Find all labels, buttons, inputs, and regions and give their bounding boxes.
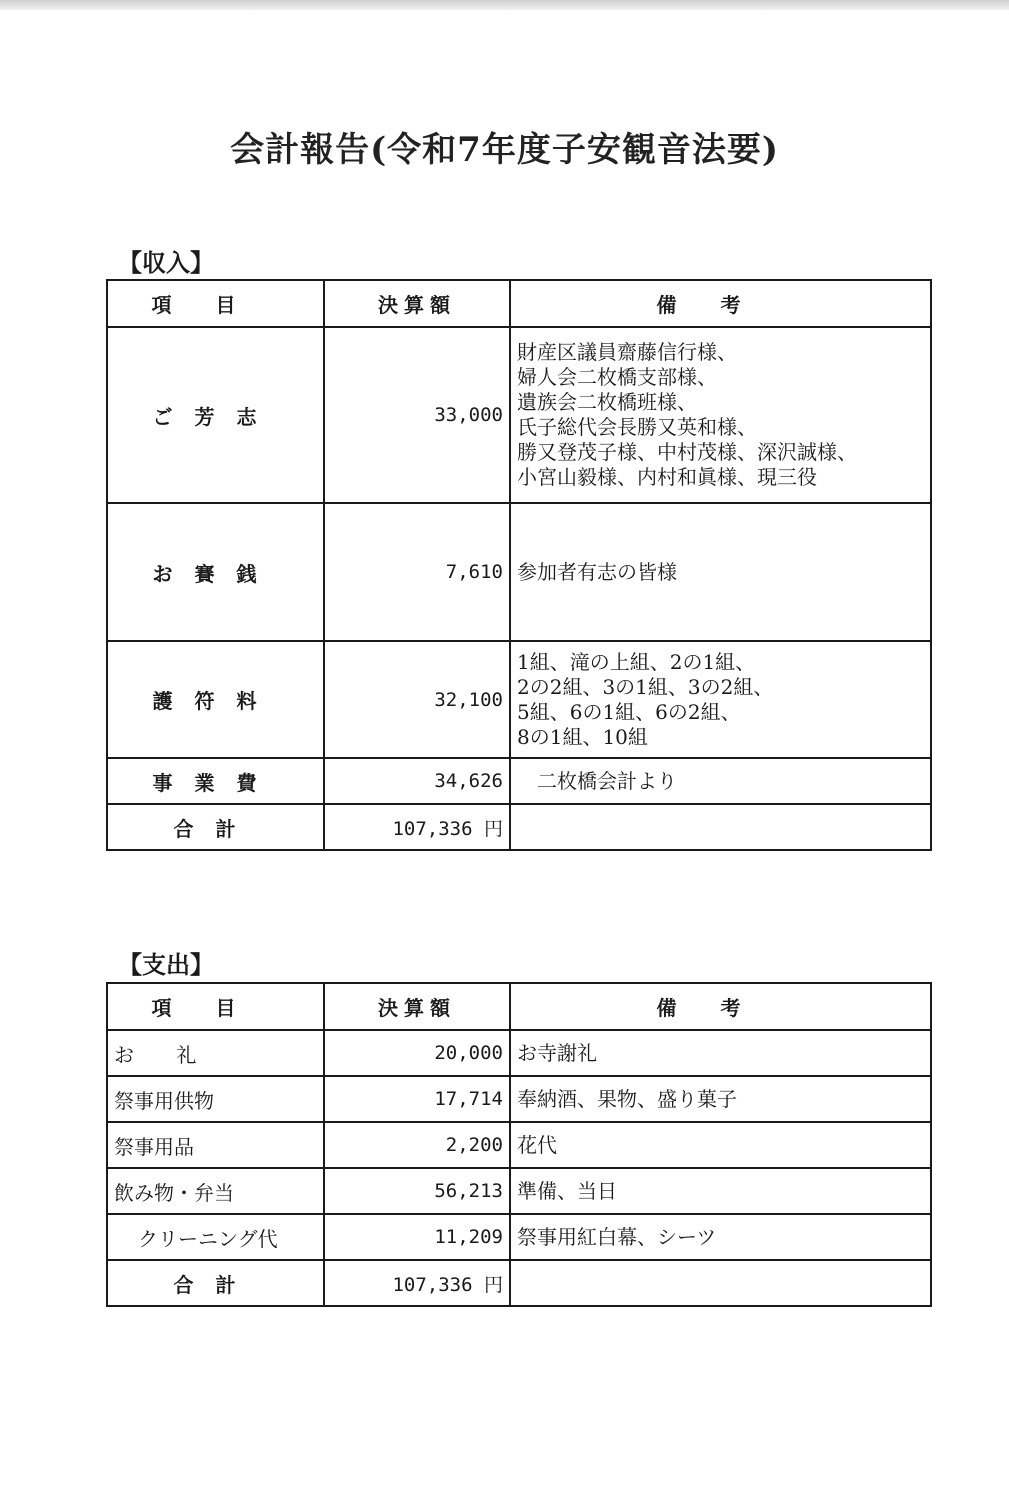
income-amount: 32,100 bbox=[324, 641, 510, 758]
expense-total-amount: 107,336 円 bbox=[324, 1260, 510, 1306]
income-total-label: 合計 bbox=[107, 804, 324, 850]
expense-amount: 2,200 bbox=[324, 1122, 510, 1168]
remark-line: 氏子総代会長勝又英和様、 bbox=[517, 415, 757, 439]
expense-item: クリーニング代 bbox=[107, 1214, 324, 1260]
income-table bbox=[106, 279, 932, 851]
header-item: 項目 bbox=[107, 280, 324, 327]
income-item: ご芳志 bbox=[107, 327, 324, 503]
remark-line: 2の2組、3の1組、3の2組、 bbox=[517, 674, 774, 699]
income-header-row bbox=[107, 280, 931, 327]
income-total-row bbox=[107, 804, 931, 850]
expense-remark: 祭事用紅白幕、シーツ bbox=[510, 1214, 931, 1260]
income-amount: 7,610 bbox=[324, 503, 510, 641]
table-row bbox=[107, 503, 931, 641]
header-item: 項目 bbox=[107, 983, 324, 1030]
expense-remark: お寺謝礼 bbox=[510, 1030, 931, 1076]
remark-line: 1組、滝の上組、2の1組、 bbox=[517, 649, 756, 674]
header-amount: 決算額 bbox=[324, 280, 510, 327]
expense-remark: 奉納酒、果物、盛り菓子 bbox=[510, 1076, 931, 1122]
income-remark bbox=[510, 503, 931, 641]
income-item: お賽銭 bbox=[107, 503, 324, 641]
expense-item: 飲み物・弁当 bbox=[107, 1168, 324, 1214]
expense-table bbox=[106, 982, 932, 1307]
expense-amount: 20,000 bbox=[324, 1030, 510, 1076]
expense-amount: 17,714 bbox=[324, 1076, 510, 1122]
expense-remark: 花代 bbox=[510, 1122, 931, 1168]
remark-line: 財産区議員齋藤信行様、 bbox=[517, 340, 737, 364]
top-edge-shadow bbox=[0, 0, 1009, 10]
expense-section-label: 【支出】 bbox=[118, 950, 214, 979]
header-remark: 備考 bbox=[510, 280, 931, 327]
table-row bbox=[107, 1168, 931, 1214]
table-row bbox=[107, 1076, 931, 1122]
expense-amount: 56,213 bbox=[324, 1168, 510, 1214]
header-remark: 備考 bbox=[510, 983, 931, 1030]
remark-line: 婦人会二枚橋支部様、 bbox=[517, 365, 717, 389]
income-total-amount: 107,336 円 bbox=[324, 804, 510, 850]
remark-line: 小宮山毅様、内村和眞様、現三役 bbox=[517, 465, 817, 489]
expense-item: お 礼 bbox=[107, 1030, 324, 1076]
income-amount: 33,000 bbox=[324, 327, 510, 503]
expense-item: 祭事用供物 bbox=[107, 1076, 324, 1122]
income-remark bbox=[510, 758, 931, 804]
income-remark bbox=[510, 327, 931, 503]
income-item: 護符料 bbox=[107, 641, 324, 758]
table-row bbox=[107, 1214, 931, 1260]
income-remark bbox=[510, 641, 931, 758]
expense-total-remark bbox=[510, 1260, 931, 1306]
income-total-remark bbox=[510, 804, 931, 850]
expense-item: 祭事用品 bbox=[107, 1122, 324, 1168]
table-row bbox=[107, 327, 931, 503]
income-amount: 34,626 bbox=[324, 758, 510, 804]
remark-line: 二枚橋会計より bbox=[537, 768, 677, 793]
table-row bbox=[107, 1030, 931, 1076]
remark-line: 参加者有志の皆様 bbox=[517, 559, 677, 584]
header-amount: 決算額 bbox=[324, 983, 510, 1030]
expense-remark: 準備、当日 bbox=[510, 1168, 931, 1214]
page-title: 会計報告(令和7年度子安観音法要) bbox=[230, 130, 779, 170]
expense-header-row bbox=[107, 983, 931, 1030]
income-section-label: 【収入】 bbox=[118, 248, 214, 277]
expense-total-label: 合計 bbox=[107, 1260, 324, 1306]
remark-line: 5組、6の1組、6の2組、 bbox=[517, 699, 741, 724]
table-row bbox=[107, 758, 931, 804]
expense-total-row bbox=[107, 1260, 931, 1306]
table-row bbox=[107, 1122, 931, 1168]
table-row bbox=[107, 641, 931, 758]
remark-line: 勝又登茂子様、中村茂様、深沢誠様、 bbox=[517, 440, 857, 464]
remark-line: 8の1組、10組 bbox=[517, 724, 648, 749]
remark-line: 遺族会二枚橋班様、 bbox=[517, 390, 697, 414]
expense-amount: 11,209 bbox=[324, 1214, 510, 1260]
income-item: 事業費 bbox=[107, 758, 324, 804]
